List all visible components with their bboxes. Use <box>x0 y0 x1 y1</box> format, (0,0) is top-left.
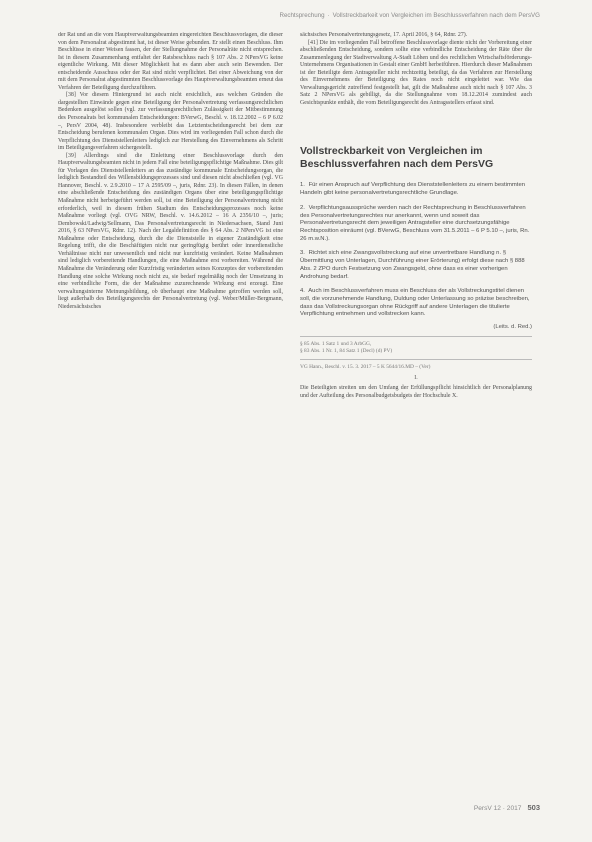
running-header <box>190 12 540 19</box>
court-citation: VG Hann., Beschl. v. 15. 3. 2017 – 5 K 5644/16.MD – (Ver) <box>300 363 431 370</box>
paragraph: Die Beteiligten streiten um den Umfang der Erfüllungspflicht hinsichtlich der Personalplanung und der Aufteilung des Personalbudgetsbudgets der Hochschule X. <box>300 385 532 399</box>
editor-note: (Leits. d. Red.) <box>493 324 532 331</box>
headnote-item <box>300 182 532 197</box>
header-title: Vollstreckbarkeit von Vergleichen im Beschlussverfahren nach dem PersVG <box>332 12 540 19</box>
header-section: Rechtsprechung <box>279 12 325 19</box>
paragraph: [38] Vor diesem Hintergrund ist auch nicht ersichtlich, aus welchen Gründen die dargestellten Einwände gegen eine Beteiligung der Personalvertretung verfassungsrechtlichen Bedenken ausgelöst sollen (vgl. zur verfassungsrechtlichen Zulässigkeit der Mitbestimmung des Personalrats bei kommunalen Entscheidungen: BVerwG, Beschl. v. 18.12.2002 – 6 P 6.02 –, PersV 2004, 48). Insbesondere verbleibt das Letztentscheidungsrecht bei dem zur Entscheidung berufenen kommunalen Organ. Dies wird im vorliegenden Fall schon durch die Verpflichtung des Dienststellenleiters lediglich zur Herstellung des Einvernehmens als Schritt im Beteiligungsverfahren sichergestellt. <box>58 92 283 152</box>
headnote-text: Verpflichtungsaussprüche werden nach der Rechtsprechung in Beschlussverfahren des Personalvertretungsrechtes nur anerkannt, wenn und soweit das Personalvertretungsrecht dem jeweiligen Antragsteller eine durchsetzungsfähige Rechtsposition einräumt (vgl. BVerwG, Beschluss vom 31.5.2011 – 6 P 5.10 –, juris, Rn. 26 m.w.N.). <box>300 204 530 242</box>
headnote-text: Für einen Anspruch auf Verpflichtung des Dienststellenleiters zu einem bestimmten Handeln gibt keine personalvertretungsrechtliche Grundlage. <box>300 182 525 197</box>
paragraph: [41] Die im vorliegenden Fall betroffene Beschlussvorlage diente nicht der Vorbereitung einer abschließenden Entscheidung, sondern sollte eine verbindliche Entscheidung der Räte über die Zusammenlegung der Stadtverwaltung A-Stadt Löhen und des rechtlichen Wirtschaftsförderungs-Unternehmens Organisationen in Gestalt einer GmbH herbeiführen. Hierdurch dieser Maßnahmen ist der Beteiligte dem Antragsteller nicht rechtzeitig beteiligt, da das Verfahren zur Herstellung des Einvernehmens der Beteiligung des Rates noch nicht eingeleitet war. Wie das Verwaltungsgericht zutreffend festgestellt hat, gilt die Maßnahme auch nicht nach § 107 Abs. 3 Satz 2 NPersVG als gebilligt, da die Stellungnahme vom 18.12.2014 zumindest auch Gesichtspunkte enthält, die vom Beteiligungsrecht des Antragsstellers erfasst sind. <box>300 39 532 106</box>
headnote-item <box>300 205 532 244</box>
headnote-number: 2. <box>300 204 305 211</box>
legal-references: § 85 Abs. 1 Satz 1 und 3 ArbGG, § 83 Abs. 1 Nr. 1, 84 Satz 1 (Decl) (d) PV) <box>300 340 393 354</box>
section-title: Vollstreckbarkeit von Vergleichen im Beschlussverfahren nach dem PersVG <box>300 145 494 170</box>
paragraph: sächsisches Personalvertretungsgesetz, 17. April 2016, § 64, Rdnr. 27). <box>300 32 468 38</box>
spacer <box>300 107 532 145</box>
headnote-text: Auch im Beschlussverfahren muss ein Beschluss der als Vollstreckungstitel dienen soll, die vorzunehmende Handlung, Duldung oder Unterlassung so präzise beschreiben, dass das Vollstreckungsorgan ohne Rückgriff auf andere Unterlagen die titulierte Verpflichtung entnehmen und vollstrecken kann. <box>300 288 530 318</box>
paragraph: [39] Allerdings sind die Einleitung einer Beschlussvorlage durch den Hauptverwaltungsbeamten nicht in jedem Fall eine beteiligungspflichtige Maßnahme. Dies gilt für Vorlagen des Dienststellenleiters an das zuständige kommunale Entscheidungsorgan, die lediglich Bestandteil des Willensbildungsprozesses sind und diesen nicht abschließen (vgl. VG Hannover, Beschl. v. 2.9.2010 – 17 A 2595/09 –, juris, Rdnr. 23). In diesen Fällen, in denen eine abschließende Entscheidung des zuständigen Organs über eine beteiligungspflichtige Maßnahme nicht herbeigeführt werden soll, ist eine Beteiligung der Personalvertretung nicht erforderlich, weil in diesem frühen Stadium des Entscheidungsprozesses noch keine Maßnahme vorliegt (vgl. OVG NRW, Beschl. v. 14.6.2012 – 16 A 2356/10 –, juris; Dembowski/Ladwig/Sellmann, Das Personalvertretungsrecht in Niedersachsen, Stand Juni 2016, § 63 NPersVG, Rdnr. 12). Nach der Legaldefinition des § 64 Abs. 2 NPersVG ist eine Maßnahme oder Entscheidung, durch die die Dienststelle in eigener Zuständigkeit eine Regelung trifft, die die Beschäftigten nicht nur geringfügig berührt oder innerdienstliche Verhältnisse nicht nur unwesentlich und nicht nur kurzfristig verändert. Keine Maßnahmen sind lediglich vorbereitende Handlungen, die eine Maßnahme erst vorbereiten. Während die Maßnahme die Veränderung oder Kurzfristig veränderten seines Konzeptes der vorbereitenden Handlung eine solche Wirkung noch nicht zu, sie bedarf regelmäßig noch der Umsetzung in eine verbindliche Form, die der Maßnahme zuzurechnende Wirkung erst erzeugt. Eine verwaltungsinterne Meinungsbildung, ob überhaupt eine Maßnahme getroffen werden soll, liegt außerhalb des Beteiligungsrechts der Personalvertretung (vgl. Weber/Müller-Bergmann, Niedersächsisches <box>58 152 283 310</box>
headnote-number: 4. <box>300 288 305 295</box>
headnote-number: 1. <box>300 182 305 189</box>
divider <box>300 359 532 360</box>
left-column <box>58 32 283 802</box>
divider <box>300 336 532 337</box>
headnote-number: 3. <box>300 250 305 257</box>
journal-issue: PersV 12 · 2017 <box>473 805 522 812</box>
page-number: 503 <box>527 803 540 812</box>
paragraph: der Rat und an die vom Hauptverwaltungsbeamten eingereichten Beschlussvorlagen, die dieser von dem Personalrat abgestimmt hat, ist dieser Weise gebunden. Er stellt einen Beschluss. Ihm Beschlüsse in einer Weisen fassen, der der Stellungnahme der Personalräte nicht entsprechen. Ist in diesem Zusammenhang entfaltet der Ratsbeschluss nach § 107 Abs. 2 NPersVG keine eigentliche Wirkung. Mit dieser Möglichkeit hat es dann aber auch sein Bewenden. Der entscheidende Ausschuss oder der Rat sind nicht verpflichtet. Bei einer Abweichung von der mit dem Personalrat abgestimmten Beschlussvorlage des Hauptverwaltungsbeamten erneut das Verfahren der Beteiligung durchzuführen. <box>58 32 283 91</box>
headnote-item <box>300 250 532 281</box>
right-column <box>300 32 532 802</box>
headnote-text: Richtet sich eine Zwangsvollstreckung auf eine unvertretbare Handlung n. § Übermittlung von Unterlagen, Durchführung einer Erörterung) erfolgt diese nach § 888 Abs. 2 ZPO durch Festsetzung von Zwangsgeld, ohne dass es einer vorherigen Androhung bedarf. <box>300 250 525 280</box>
headnote-item <box>300 288 532 319</box>
page-footer <box>474 803 540 812</box>
header-separator: · <box>327 12 330 19</box>
section-number: I. <box>414 374 418 381</box>
